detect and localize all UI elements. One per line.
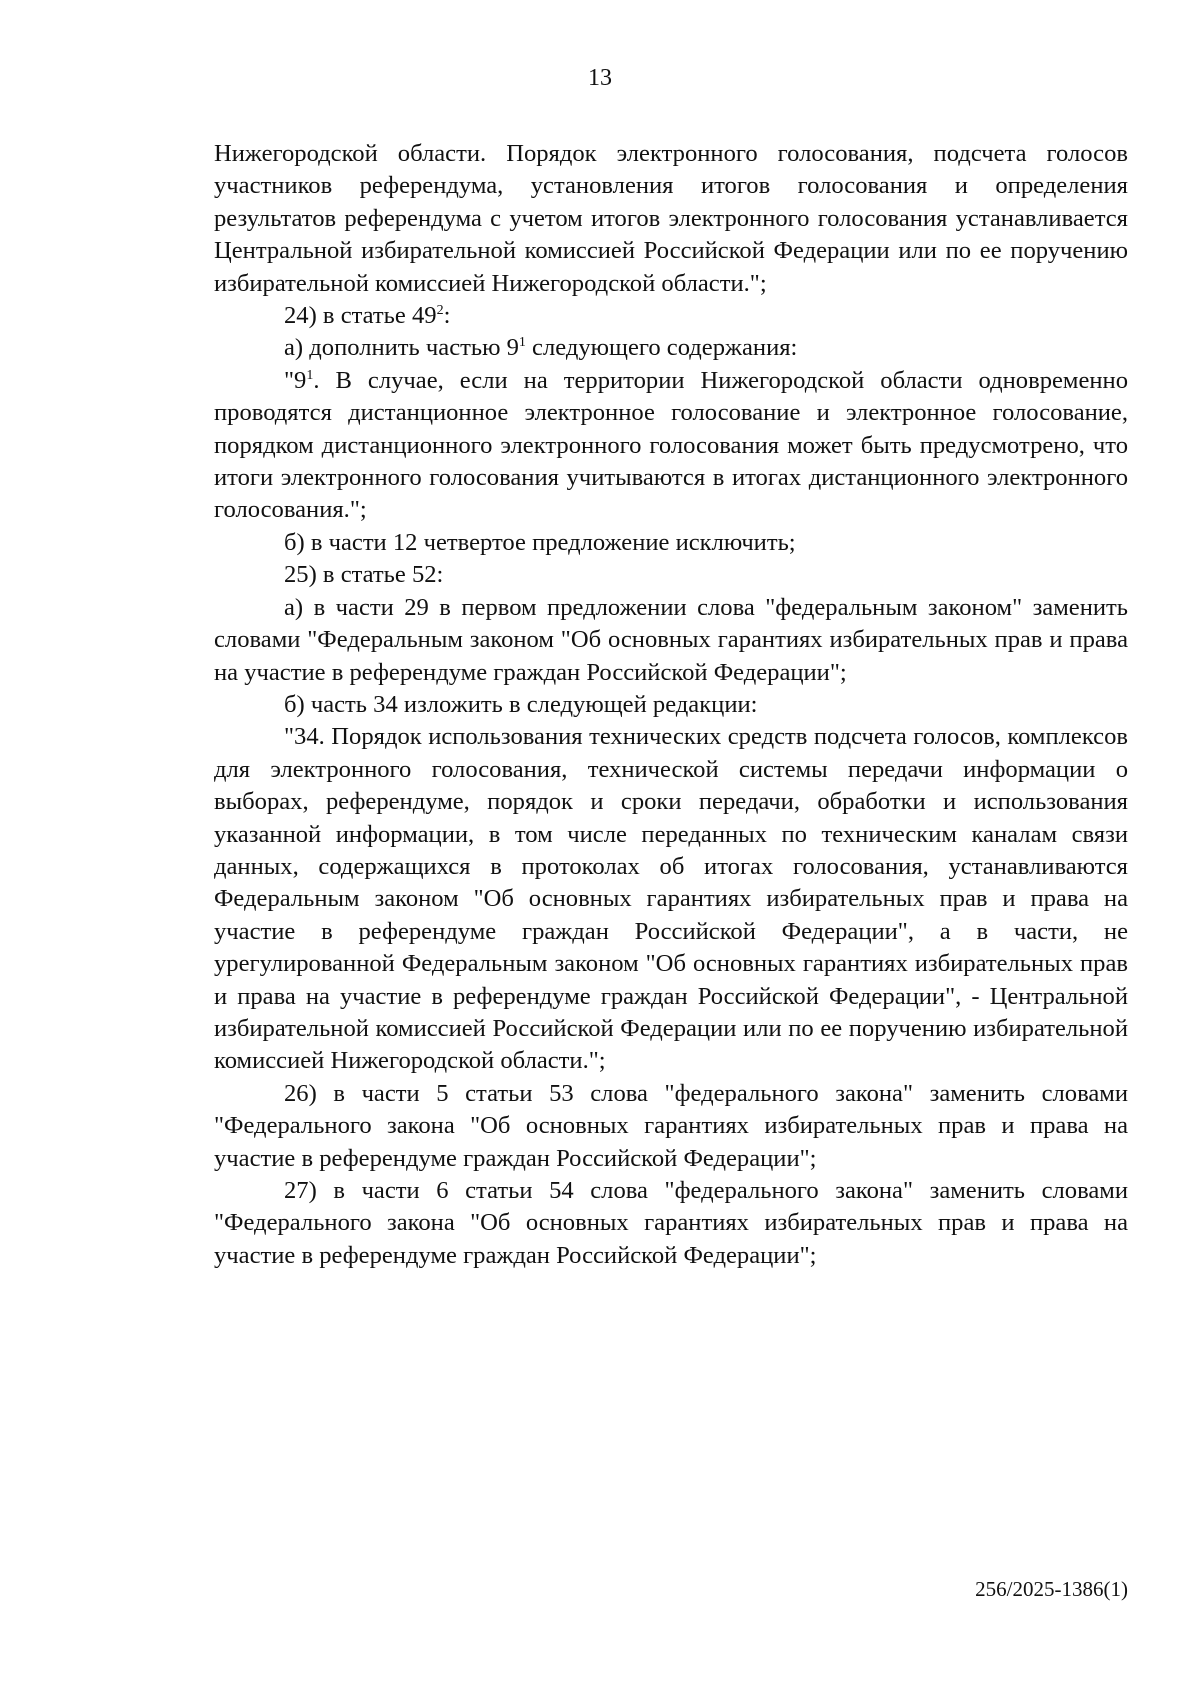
- page-number: 13: [588, 65, 612, 91]
- superscript: 1: [306, 367, 314, 383]
- paragraph-text: б) в части 12 четвертое предложение исключить;: [284, 528, 796, 556]
- paragraph: [214, 1175, 1128, 1272]
- paragraph: [214, 1078, 1128, 1175]
- paragraph: [214, 332, 1128, 364]
- paragraph-text: . В случае, если на территории Нижегородской области одновременно проводятся дистанционное электронное голосование и электронное голосование, порядком дистанционного электронного голосования может быть предусмотрено, что итоги электронного голосования учитываются в итогах дистанционного электронного голосования.";: [214, 366, 1128, 524]
- paragraph-text: следующего содержания:: [525, 334, 798, 362]
- paragraph-text: "9: [284, 366, 307, 394]
- paragraph: [214, 365, 1128, 527]
- document-code: 256/2025-1386(1): [975, 1577, 1128, 1601]
- paragraph-text: а) в части 29 в первом предложении слова "федеральным законом" заменить словами "Федеральным законом "Об основных гарантиях избирательных прав и права на участие в референдуме граждан Российской Федерации";: [214, 593, 1128, 686]
- paragraph-text: б) часть 34 изложить в следующей редакции:: [284, 690, 758, 718]
- paragraph-text: 25) в статье 52:: [284, 561, 444, 589]
- paragraph-text: "34. Порядок использования технических средств подсчета голосов, комплексов для электронного голосования, технической системы передачи информации о выборах, референдуме, порядок и сроки передачи, обработки и использования указанной информации, в том числе переданных по техническим каналам связи данных, содержащихся в протоколах об итогах голосования, устанавливаются Федеральным законом "Об основных гарантиях избирательных прав и права на участие в референдуме граждан Российской Федерации", а в части, не урегулированной Федеральным законом "Об основных гарантиях избирательных прав и права на участие в референдуме граждан Российской Федерации", - Центральной избирательной комиссией Российской Федерации или по ее поручению избирательной комиссией Нижегородской области.";: [214, 723, 1128, 1075]
- paragraph: [214, 527, 1128, 559]
- paragraph: [214, 300, 1128, 332]
- paragraph: [214, 138, 1128, 300]
- paragraph: [214, 559, 1128, 591]
- paragraph-text: 27) в части 6 статьи 54 слова "федерального закона" заменить словами "Федерального закона "Об основных гарантиях избирательных прав и права на участие в референдуме граждан Российской Федерации";: [214, 1177, 1128, 1269]
- paragraph: [214, 689, 1128, 721]
- paragraph-text: :: [443, 302, 451, 330]
- superscript: 1: [518, 335, 526, 351]
- paragraph: [214, 721, 1128, 1077]
- paragraph-text: Нижегородской области. Порядок электронного голосования, подсчета голосов участников референдума, установления итогов голосования и определения результатов референдума с учетом итогов электронного голосования устанавливается Центральной избирательной комиссией Российской Федерации или по ее поручению избирательной комиссией Нижегородской области.";: [214, 140, 1128, 297]
- paragraph-text: а) дополнить частью 9: [284, 334, 519, 362]
- document-body: [214, 138, 1128, 1272]
- paragraph-text: 26) в части 5 статьи 53 слова "федерального закона" заменить словами "Федерального закона "Об основных гарантиях избирательных прав и права на участие в референдуме граждан Российской Федерации";: [214, 1079, 1128, 1172]
- paragraph: [214, 592, 1128, 689]
- superscript: 2: [436, 303, 444, 319]
- paragraph-text: 24) в статье 49: [284, 302, 437, 330]
